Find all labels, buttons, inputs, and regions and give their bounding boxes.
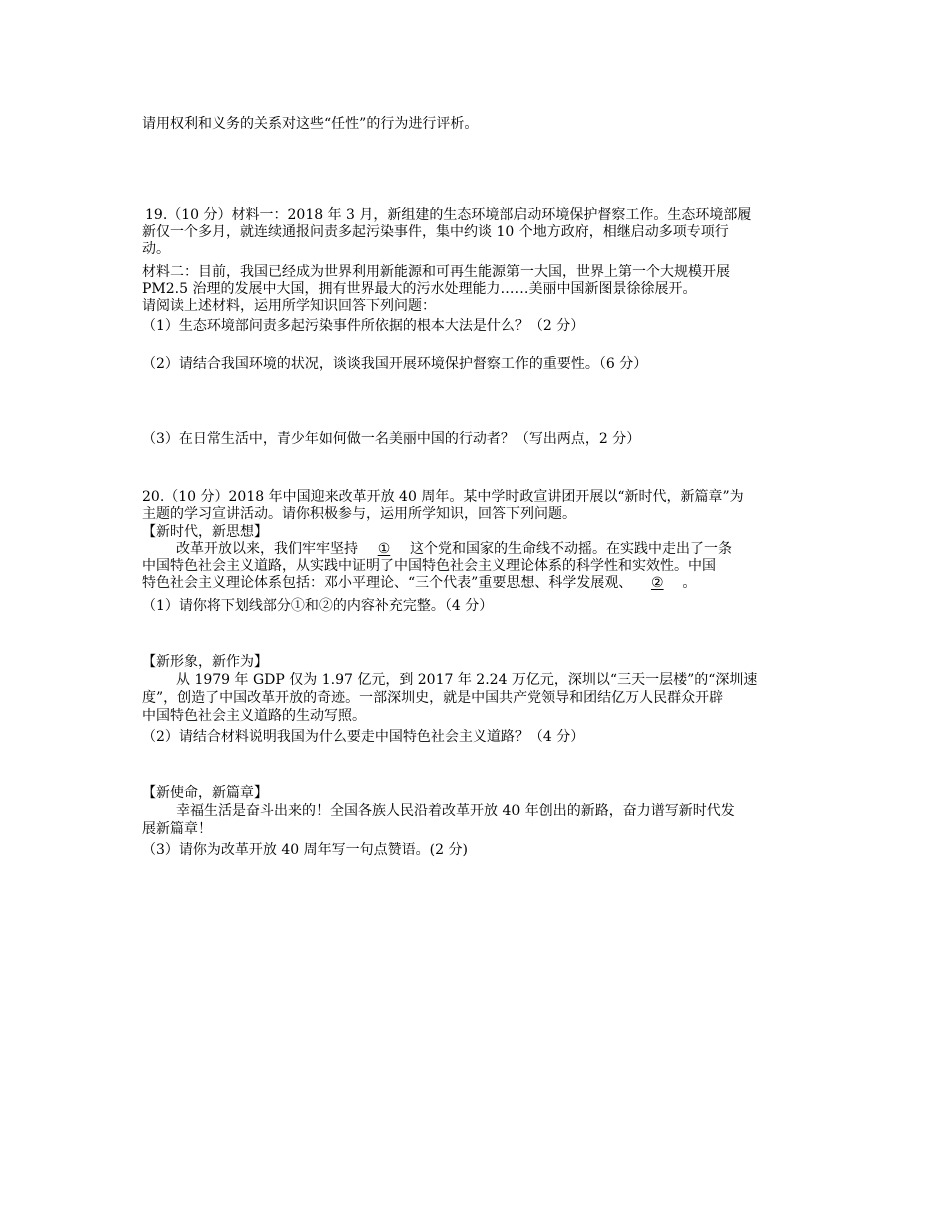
q19-line-4: 材料二：目前，我国已经成为世界利用新能源和可再生能源第一大国，世界上第一个大规模开展 [142, 264, 730, 280]
blank-2: ② [651, 575, 664, 591]
q19-line-1: 19.（10 分）材料一：2018 年 3 月，新组建的生态环境部启动环境保护督察工作。生态环境部履 [145, 207, 752, 223]
q20-section1-text-b: 这个党和国家的生命线不动摇。在实践中走出了一条 [410, 541, 732, 557]
q20-section2-line-2: 度”，创造了中国改革开放的奇迹。一部深圳史，就是中国共产党领导和团结亿万人民群众开辟 [142, 690, 724, 706]
q20-section1-text-c: 特色社会主义理论体系包括：邓小平理论、“三个代表”重要思想、科学发展观、 [142, 575, 633, 591]
q19-line-6: 请阅读上述材料，运用所学知识回答下列问题： [142, 298, 436, 314]
q20-section2-line-3: 中国特色社会主义道路的生动写照。 [142, 708, 366, 724]
q20-line-1: 20.（10 分）2018 年中国迎来改革开放 40 周年。某中学时政宣讲团开展以“新时代，新篇章”为 [142, 489, 744, 505]
q20-section1-text-d: 。 [682, 575, 697, 591]
q20-section3-line-1: 幸福生活是奋斗出来的！全国各族人民沿着改革开放 40 年创出的新路，奋力谱写新时代发 [176, 803, 735, 819]
q20-subquestion-3: （3）请你为改革开放 40 周年写一句点赞语。(2 分) [142, 842, 468, 858]
q19-subquestion-2: （2）请结合我国环境的状况，谈谈我国开展环境保护督察工作的重要性。（6 分） [142, 356, 648, 372]
q20-section2-title: 【新形象，新作为】 [142, 654, 268, 670]
q19-line-3: 动。 [142, 241, 170, 257]
q20-section3-line-2: 展新篇章！ [142, 821, 212, 837]
q19-subquestion-3: （3）在日常生活中，青少年如何做一名美丽中国的行动者？（写出两点，2 分） [142, 431, 641, 447]
q20-section2-line-1: 从 1979 年 GDP 仅为 1.97 亿元，到 2017 年 2.24 万亿元，深圳以“三天一层楼”的“深圳速 [176, 672, 758, 688]
q19-subquestion-1: （1）生态环境部问责多起污染事件所依据的根本大法是什么？（2 分） [142, 318, 585, 334]
q20-subquestion-1: （1）请你将下划线部分①和②的内容补充完整。（4 分） [142, 598, 494, 614]
intro-line: 请用权利和义务的关系对这些“任性”的行为进行评析。 [142, 116, 479, 132]
q19-line-2: 新仅一个多月，就连续通报问责多起污染事件，集中约谈 10 个地方政府，相继启动多项专项行 [142, 224, 729, 240]
q20-line-2: 主题的学习宣讲活动。请你积极参与，运用所学知识，回答下列问题。 [142, 506, 576, 522]
q20-section1-line-1 [176, 541, 856, 558]
q20-section1-title: 【新时代，新思想】 [142, 524, 268, 540]
q20-section1-line-2: 中国特色社会主义道路，从实践中证明了中国特色社会主义理论体系的科学性和实效性。中国 [142, 558, 716, 574]
blank-1: ① [377, 541, 391, 557]
q20-subquestion-2: （2）请结合材料说明我国为什么要走中国特色社会主义道路？（4 分） [142, 729, 585, 745]
q20-section1-text-a: 改革开放以来，我们牢牢坚持 [176, 541, 358, 557]
q20-section3-title: 【新使命，新篇章】 [142, 785, 268, 801]
q19-line-5: PM2.5 治理的发展中大国，拥有世界最大的污水处理能力……美丽中国新图景徐徐展开。 [142, 281, 697, 297]
q20-section1-line-3 [142, 575, 822, 592]
